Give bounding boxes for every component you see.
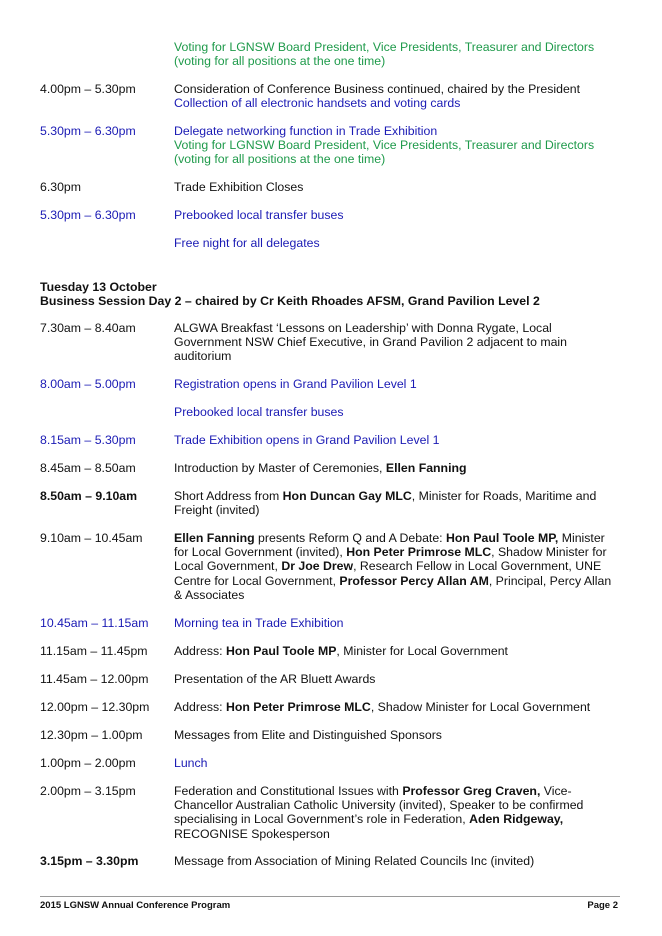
row-time: 8.45am – 8.50am (40, 461, 136, 475)
voting-notice-sub: (voting for all positions at the one time) (174, 54, 386, 69)
desc-text: , Principal, Percy Allan (488, 573, 612, 588)
day-heading-date: Tuesday 13 October (40, 280, 157, 294)
desc-text: Federation and Constitutional Issues with (174, 784, 403, 798)
row-desc: Collection of all electronic handsets and voting cards (174, 96, 461, 111)
row-desc (174, 784, 620, 798)
desc-text: specialising in Local Government’s role in Federation, (174, 812, 470, 827)
row-time: 8.50am – 9.10am (40, 489, 138, 503)
footer-divider (40, 896, 620, 897)
footer-title: 2015 LGNSW Annual Conference Program (40, 900, 231, 911)
speaker-name: Ellen Fanning (174, 531, 255, 545)
desc-text: Vice- (540, 784, 572, 798)
row-desc (174, 700, 620, 714)
row-desc: ALGWA Breakfast ‘Lessons on Leadership’ with Donna Rygate, Local (174, 321, 552, 335)
row-time: 4.00pm – 5.30pm (40, 82, 136, 96)
row-desc: & Associates (174, 587, 245, 602)
row-desc: auditorium (174, 349, 232, 364)
desc-text: Local Government, (174, 559, 282, 574)
row-desc (174, 545, 620, 559)
desc-text: Minister (558, 531, 605, 545)
speaker-name: Hon Paul Toole MP (225, 644, 337, 658)
desc-text: Address: (174, 644, 226, 658)
row-time: 3.15pm – 3.30pm (40, 854, 139, 868)
row-time: 8.00am – 5.00pm (40, 377, 136, 391)
row-desc (174, 644, 620, 658)
speaker-name: Professor Percy Allan AM (339, 573, 489, 588)
speaker-name: Hon Paul Toole MP, (446, 531, 559, 545)
row-time: 2.00pm – 3.15pm (40, 784, 136, 798)
page-number: Page 2 (587, 900, 618, 911)
row-time: 5.30pm – 6.30pm (40, 208, 136, 222)
row-desc: Lunch (174, 756, 208, 770)
row-desc: Trade Exhibition Closes (174, 180, 304, 194)
desc-text: Address: (174, 700, 226, 714)
row-desc: Government NSW Chief Executive, in Grand Pavilion 2 adjacent to main (174, 335, 568, 350)
row-time: 8.15am – 5.30pm (40, 433, 136, 447)
row-desc (174, 812, 620, 826)
row-desc: Message from Association of Mining Related Councils Inc (invited) (174, 854, 535, 868)
row-time: 7.30am – 8.40am (40, 321, 136, 335)
row-desc: Prebooked local transfer buses (174, 405, 344, 419)
speaker-name: Hon Peter Primrose MLC (225, 700, 371, 714)
row-time: 6.30pm (40, 180, 82, 194)
row-desc: Voting for LGNSW Board President, Vice Presidents, Treasurer and Directors (174, 138, 595, 153)
row-desc: Trade Exhibition opens in Grand Pavilion Level 1 (174, 433, 440, 447)
desc-text: for Local Government (invited), (174, 545, 347, 560)
row-desc: Delegate networking function in Trade Exhibition (174, 124, 438, 138)
row-desc: Morning tea in Trade Exhibition (174, 616, 344, 630)
row-desc: Consideration of Conference Business continued, chaired by the President (174, 82, 581, 96)
speaker-name: Dr Joe Drew (281, 559, 354, 574)
desc-text: Introduction by Master of Ceremonies, (174, 461, 386, 475)
desc-text: , Minister for Roads, Maritime and (411, 489, 597, 503)
row-time: 10.45am – 11.15am (40, 616, 149, 630)
row-time: 5.30pm – 6.30pm (40, 124, 136, 138)
row-time: 1.00pm – 2.00pm (40, 756, 136, 770)
voting-notice-line: Voting for LGNSW Board President, Vice Presidents, Treasurer and Directors (174, 40, 595, 54)
day-heading-session: Business Session Day 2 – chaired by Cr Keith Rhoades AFSM, Grand Pavilion Level 2 (40, 294, 540, 309)
day-heading (40, 280, 620, 308)
speaker-name: Aden Ridgeway, (469, 812, 564, 827)
row-desc: Freight (invited) (174, 503, 260, 518)
row-desc (174, 574, 620, 588)
row-desc: Registration opens in Grand Pavilion Level 1 (174, 377, 417, 391)
row-desc (174, 531, 620, 545)
speaker-name: Ellen Fanning (385, 461, 467, 475)
row-time: 11.15am – 11.45pm (40, 644, 148, 658)
desc-text: presents Reform Q and A Debate: (254, 531, 447, 545)
row-time: 12.30pm – 1.00pm (40, 728, 143, 742)
row-desc: Presentation of the AR Bluett Awards (174, 672, 376, 686)
row-desc: (voting for all positions at the one time) (174, 152, 386, 167)
row-desc (174, 461, 620, 475)
row-time: 9.10am – 10.45am (40, 531, 143, 545)
desc-text: Centre for Local Government, (174, 573, 340, 588)
row-desc: Free night for all delegates (174, 236, 320, 250)
desc-text: Short Address from (174, 489, 283, 503)
speaker-name: Professor Greg Craven, (402, 784, 541, 798)
desc-text: , Research Fellow in Local Government, UNE (353, 559, 602, 574)
row-desc: Chancellor Australian Catholic University (invited), Speaker to be confirmed (174, 798, 584, 813)
desc-text: , Minister for Local Government (336, 644, 508, 658)
speaker-name: Hon Peter Primrose MLC (346, 545, 492, 560)
desc-text: , Shadow Minister for Local Government (370, 700, 591, 714)
row-desc (174, 489, 620, 503)
speaker-name: Hon Duncan Gay MLC (282, 489, 412, 503)
row-desc: Prebooked local transfer buses (174, 208, 344, 222)
row-desc: Messages from Elite and Distinguished Sponsors (174, 728, 442, 742)
row-time: 11.45am – 12.00pm (40, 672, 149, 686)
row-desc (174, 559, 620, 573)
desc-text: , Shadow Minister for (491, 545, 607, 560)
row-desc: RECOGNISE Spokesperson (174, 826, 330, 841)
row-time: 12.00pm – 12.30pm (40, 700, 150, 714)
